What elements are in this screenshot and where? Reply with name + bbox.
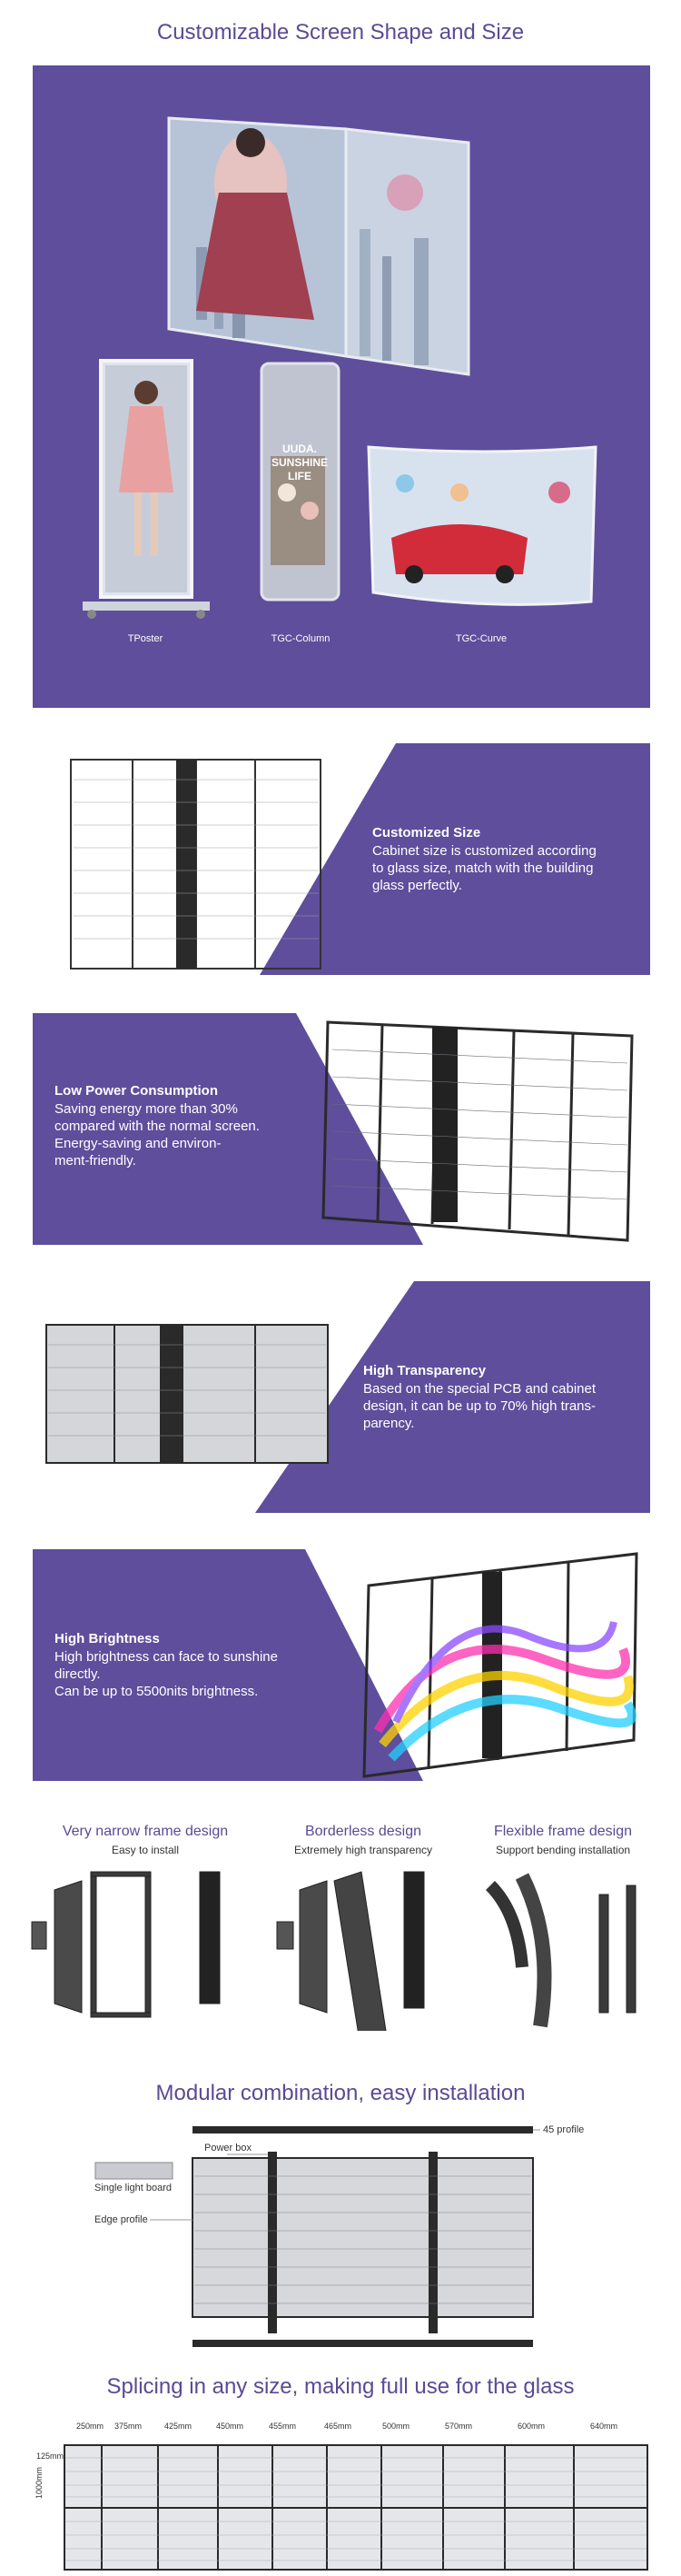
tposter [83, 361, 210, 619]
feature-title: Customized Size [372, 825, 481, 840]
column-text: UUDA. SUNSHINE LIFE [271, 443, 328, 482]
height-label-top: 125mm [36, 2452, 64, 2461]
label-45-profile: 45 profile [543, 2124, 585, 2135]
width-label: 455mm [269, 2422, 297, 2431]
narrow-frame-parts [32, 1872, 220, 2017]
top-display [169, 118, 469, 374]
width-label: 570mm [445, 2422, 473, 2431]
modular-diagram [91, 2122, 636, 2353]
feature-line: directly. [54, 1666, 101, 1682]
single-light-board [95, 2163, 173, 2179]
profile-45-bar [192, 2126, 533, 2133]
width-label: 600mm [518, 2422, 546, 2431]
modular-screen [192, 2158, 533, 2317]
feature-line: Can be up to 5500nits brightness. [54, 1684, 259, 1699]
feature-line: to glass size, match with the building [372, 860, 594, 876]
height-label-side: 1000mm [35, 2466, 44, 2499]
edge-profile-bar [192, 2340, 533, 2347]
feature-line: parency. [363, 1416, 415, 1431]
feature-text-2 [54, 1083, 260, 1169]
feature-line: glass perfectly. [372, 878, 462, 893]
width-label: 425mm [164, 2422, 192, 2431]
feature-customized-size [33, 743, 650, 975]
feature-line: Energy-saving and environ- [54, 1136, 222, 1151]
feature-high-brightness [33, 1549, 650, 1781]
feature-line: Based on the special PCB and cabinet [363, 1381, 597, 1397]
label-tgc-column: TGC-Column [271, 633, 331, 644]
hero-title: Customizable Screen Shape and Size [156, 20, 525, 45]
hero-illustration [33, 65, 650, 708]
frame-borderless [263, 1824, 463, 1856]
label-power-box: Power box [204, 2143, 252, 2153]
feature-line: compared with the normal screen. [54, 1119, 260, 1134]
width-label: 375mm [114, 2422, 143, 2431]
borderless-parts [277, 1872, 424, 2031]
width-label: 450mm [216, 2422, 244, 2431]
frame-subtitle: Easy to install [111, 1844, 180, 1856]
feature-title: High Transparency [363, 1363, 487, 1378]
feature-line: Cabinet size is customized according [372, 843, 597, 859]
feature-title: Low Power Consumption [54, 1083, 218, 1099]
feature-title: High Brightness [54, 1631, 160, 1646]
splicing-grid [64, 2444, 649, 2571]
feature-high-transparency [33, 1281, 650, 1513]
frame-subtitle: Support bending installation [495, 1844, 631, 1856]
tgc-curve [369, 447, 596, 604]
frame-flexible [463, 1824, 663, 1856]
splicing-width-labels [0, 2422, 681, 2432]
label-tgc-curve: TGC-Curve [455, 633, 508, 644]
rainbow-graphic [378, 1622, 632, 1758]
hero-panel [33, 65, 650, 708]
width-label: 500mm [382, 2422, 410, 2431]
feature-low-power [33, 1013, 650, 1245]
width-label: 465mm [324, 2422, 352, 2431]
label-tposter: TPoster [127, 633, 163, 644]
modular-title: Modular combination, easy installation [155, 2081, 526, 2105]
label-edge-profile: Edge profile [94, 2214, 148, 2225]
flexible-parts [490, 1876, 636, 2026]
feature-line: Saving energy more than 30% [54, 1101, 238, 1117]
feature-line: High brightness can face to sunshine [54, 1649, 278, 1665]
frame-narrow [45, 1824, 245, 1856]
feature-text-4 [54, 1631, 278, 1700]
frame-illustrations [27, 1867, 663, 2031]
feature-line: ment-friendly. [54, 1153, 136, 1169]
feature-line: design, it can be up to 70% high trans- [363, 1398, 596, 1414]
width-label: 640mm [590, 2422, 618, 2431]
frame-title: Borderless design [304, 1824, 422, 1839]
splicing-title: Splicing in any size, making full use for the glass [106, 2374, 575, 2399]
width-label: 250mm [76, 2422, 104, 2431]
frame-subtitle: Extremely high transparency [293, 1844, 433, 1856]
feature-text-1 [372, 825, 597, 894]
frame-title: Flexible frame design [493, 1824, 633, 1839]
label-single-light-board: Single light board [94, 2183, 173, 2193]
frame-title: Very narrow frame design [62, 1824, 229, 1839]
feature-text-3 [363, 1363, 596, 1432]
